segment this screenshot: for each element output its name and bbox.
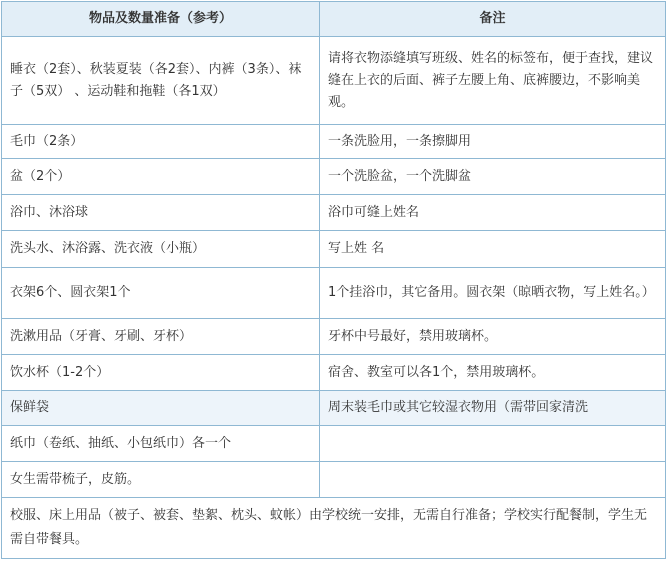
item-cell: 洗漱用品（牙膏、牙刷、牙杯） xyxy=(2,319,320,355)
item-cell: 毛巾（2条） xyxy=(2,125,320,159)
note-cell: 一个洗脸盆，一个洗脚盆 xyxy=(320,159,666,195)
table-row xyxy=(2,355,666,391)
packing-list xyxy=(1,1,665,559)
item-cell: 女生需带梳子，皮筋。 xyxy=(2,462,320,498)
table-row xyxy=(2,37,666,125)
note-cell: 一条洗脸用，一条擦脚用 xyxy=(320,125,666,159)
table-row xyxy=(2,319,666,355)
note-cell: 牙杯中号最好，禁用玻璃杯。 xyxy=(320,319,666,355)
note-cell: 写上姓 名 xyxy=(320,231,666,268)
table-footer-row xyxy=(2,498,666,559)
header-notes: 备注 xyxy=(320,2,666,37)
item-cell: 洗头水、沐浴露、洗衣液（小瓶） xyxy=(2,231,320,268)
table-row xyxy=(2,159,666,195)
note-cell xyxy=(320,462,666,498)
note-cell: 浴巾可缝上姓名 xyxy=(320,195,666,231)
table-row xyxy=(2,462,666,498)
table-row-highlighted xyxy=(2,391,666,426)
table-row xyxy=(2,125,666,159)
note-cell: 周末装毛巾或其它较湿衣物用（需带回家清洗 xyxy=(320,391,666,426)
item-cell: 睡衣（2套）、秋装夏装（各2套）、内裤（3条）、袜子（5双） 、运动鞋和拖鞋（各1双） xyxy=(2,37,320,125)
table-row xyxy=(2,268,666,319)
table-row xyxy=(2,426,666,462)
note-cell: 1个挂浴巾，其它备用。圆衣架（晾晒衣物，写上姓名。） xyxy=(320,268,666,319)
packing-table xyxy=(1,1,666,559)
note-cell: 宿舍、教室可以各1个，禁用玻璃杯。 xyxy=(320,355,666,391)
item-cell: 盆（2个） xyxy=(2,159,320,195)
item-cell: 纸巾（卷纸、抽纸、小包纸巾）各一个 xyxy=(2,426,320,462)
table-header-row xyxy=(2,2,666,37)
item-cell: 饮水杯（1-2个） xyxy=(2,355,320,391)
table-row xyxy=(2,195,666,231)
item-cell: 衣架6个、圆衣架1个 xyxy=(2,268,320,319)
note-cell: 请将衣物添缝填写班级、姓名的标签布，便于查找，建议缝在上衣的后面、裤子左腰上角、底裤腰边，不影响美观。 xyxy=(320,37,666,125)
header-items: 物品及数量准备（参考） xyxy=(2,2,320,37)
table-row xyxy=(2,231,666,268)
note-cell xyxy=(320,426,666,462)
footer-note: 校服、床上用品（被子、被套、垫絮、枕头、蚊帐）由学校统一安排，无需自行准备；学校实行配餐制，学生无需自带餐具。 xyxy=(2,498,666,559)
item-cell: 保鲜袋 xyxy=(2,391,320,426)
item-cell: 浴巾、沐浴球 xyxy=(2,195,320,231)
